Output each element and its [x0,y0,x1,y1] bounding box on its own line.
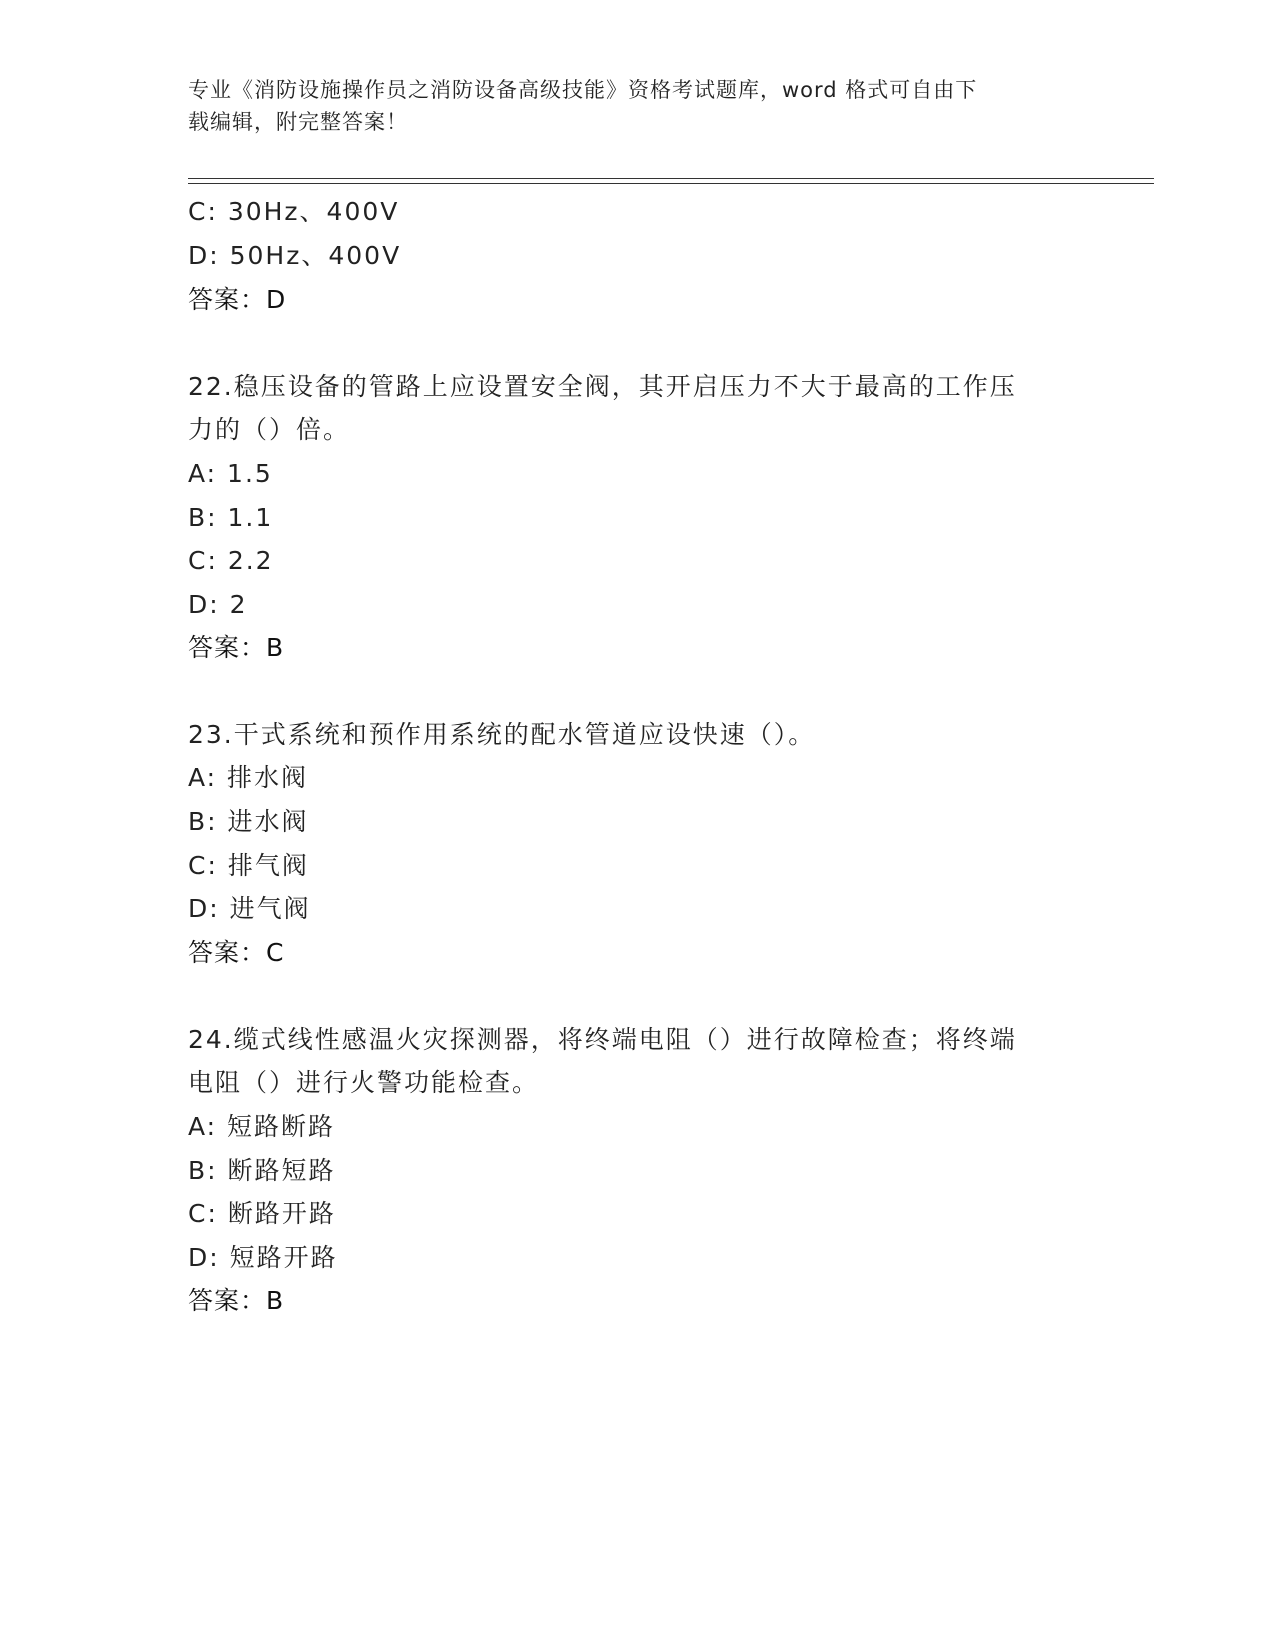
document-header [188,74,1088,138]
header-divider-top [188,178,1154,179]
q24-option-d: D: 短路开路 [188,1243,338,1272]
header-divider-bottom [188,183,1154,184]
q22-answer: 答案：B [188,633,285,662]
q24-option-a: A: 短路断路 [188,1112,336,1141]
q24-option-c: C: 断路开路 [188,1199,336,1228]
q23-option-b: B: 进水阀 [188,807,309,836]
prev-option-d: D: 50Hz、400V [188,241,402,270]
header-line-1: 专业《消防设施操作员之消防设备高级技能》资格考试题库，word 格式可自由下 [188,78,978,102]
q23-option-a: A: 排水阀 [188,763,309,792]
q22-option-c: C: 2.2 [188,546,274,575]
q24-stem-line-2: 电阻（）进行火警功能检查。 [188,1068,540,1097]
prev-option-c: C: 30Hz、400V [188,197,400,226]
q22-option-a: A: 1.5 [188,459,273,488]
q23-option-c: C: 排气阀 [188,851,309,880]
prev-answer: 答案：D [188,285,287,314]
q23-stem-line-1: 23.干式系统和预作用系统的配水管道应设快速（）。 [188,720,816,749]
q24-answer: 答案：B [188,1286,285,1315]
q24-option-b: B: 断路短路 [188,1156,336,1185]
q23-answer: 答案：C [188,938,285,967]
q24-stem-line-1: 24.缆式线性感温火灾探测器，将终端电阻（）进行故障检查；将终端 [188,1025,1017,1054]
q22-option-d: D: 2 [188,590,248,619]
header-line-2: 载编辑，附完整答案！ [188,110,408,134]
q22-option-b: B: 1.1 [188,503,274,532]
q22-stem-line-1: 22.稳压设备的管路上应设置安全阀，其开启压力不大于最高的工作压 [188,372,1017,401]
q23-option-d: D: 进气阀 [188,894,311,923]
q22-stem-line-2: 力的（）倍。 [188,415,351,444]
